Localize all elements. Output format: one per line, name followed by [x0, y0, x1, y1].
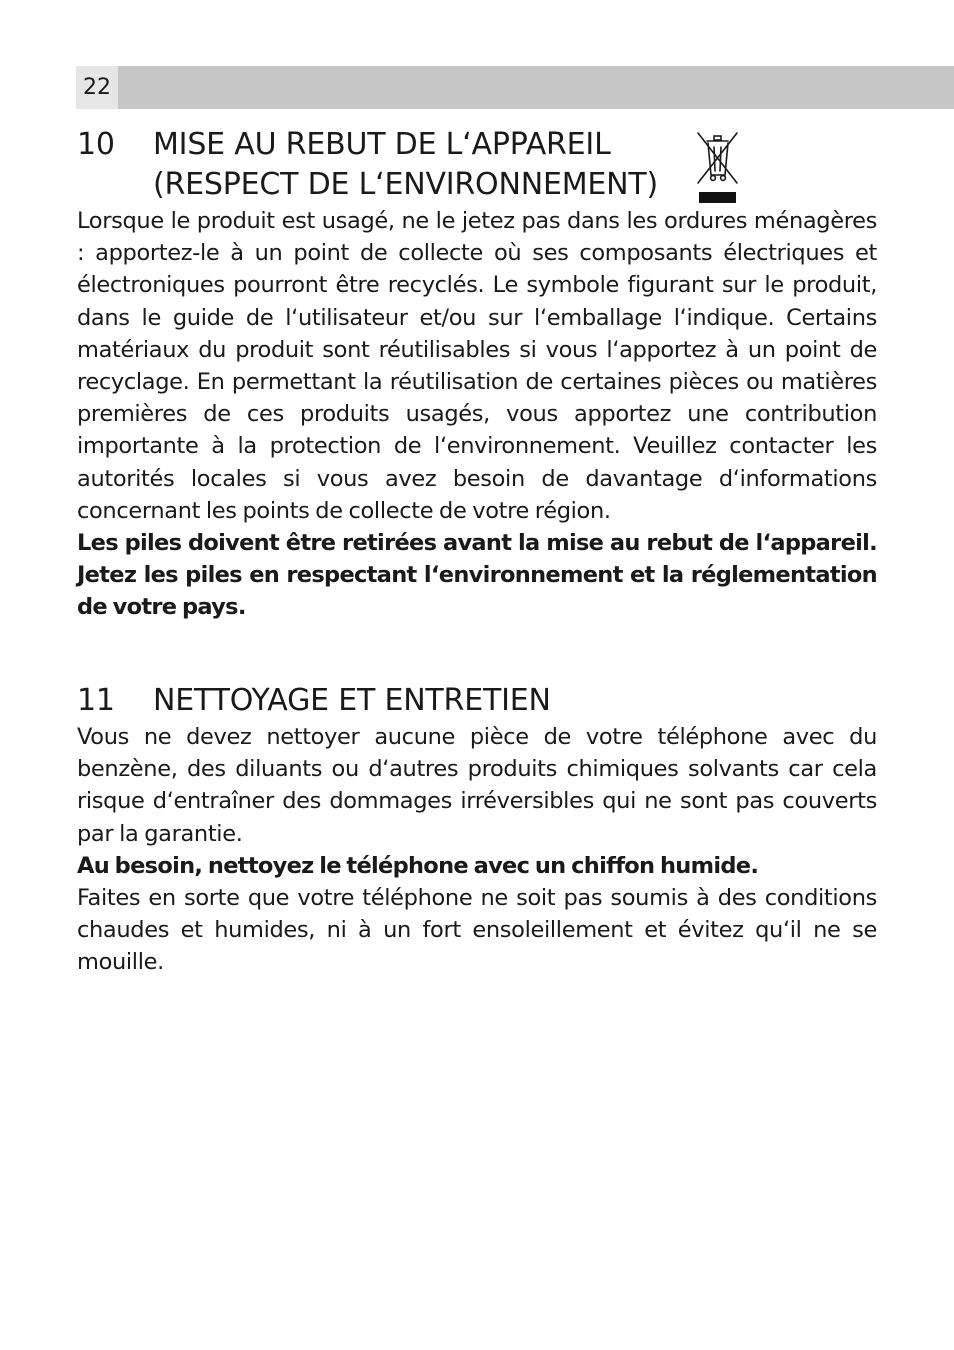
section-10-heading: [77, 125, 877, 205]
section-10-battery-warning: Les piles doivent être retirées avant la mise au rebut de l‘appareil. Jetez les piles en respectant l‘environnement et la réglementation de votre pays.: [77, 530, 877, 621]
section-11-body2: Faites en sorte que votre téléphone ne soit pas soumis à des conditions chaudes et humides, ni à un fort ensoleillement et évitez qu‘il ne se mouille.: [77, 885, 877, 976]
section-11-body: Vous ne devez nettoyer aucune pièce de votre téléphone avec du benzène, des diluants ou d‘autres produits chimiques solvants car cela risque d‘entraîner des dommages irréversibles qui ne sont pas couverts par la garantie.: [77, 724, 877, 847]
section-10-number: 10: [77, 127, 115, 162]
section-11-number: 11: [77, 683, 115, 718]
section-11-title: NETTOYAGE ET ENTRETIEN: [153, 683, 551, 718]
section-disposal: [77, 125, 877, 624]
section-11-heading: [77, 681, 877, 721]
weee-crossed-bin-icon: [695, 131, 740, 206]
section-10-title-line1: MISE AU REBUT DE L‘APPAREIL: [153, 127, 611, 162]
page-number: 22: [76, 66, 118, 109]
section-cleaning: [77, 681, 877, 979]
section-11-instruction: Au besoin, nettoyez le téléphone avec un chiffon humide.: [77, 852, 759, 879]
section-10-title: [153, 125, 877, 205]
section-10-body: Lorsque le produit est usagé, ne le jetez pas dans les ordures ménagères : apportez-le à un point de collecte où ses composants électriques et électroniques pourront être recyclés. Le symbole figurant sur le produit, dans le guide de l‘utilisateur et/ou sur l‘emballage l‘indique. Certains matériaux du produit sont réutilisables si vous l‘apportez à un point de recyclage. En permettant la réutilisation de certaines pièces ou matières premières de ces produits usagés, vous apportez une contribution importante à la protection de l‘environnement. Veuillez contacter les autorités locales si vous avez besoin de davantage d‘informations concernant les points de collecte de votre région.: [77, 208, 877, 524]
section-10-title-line2: (RESPECT DE L‘ENVIRONNEMENT): [153, 167, 659, 202]
page-header-bar: [76, 66, 954, 109]
